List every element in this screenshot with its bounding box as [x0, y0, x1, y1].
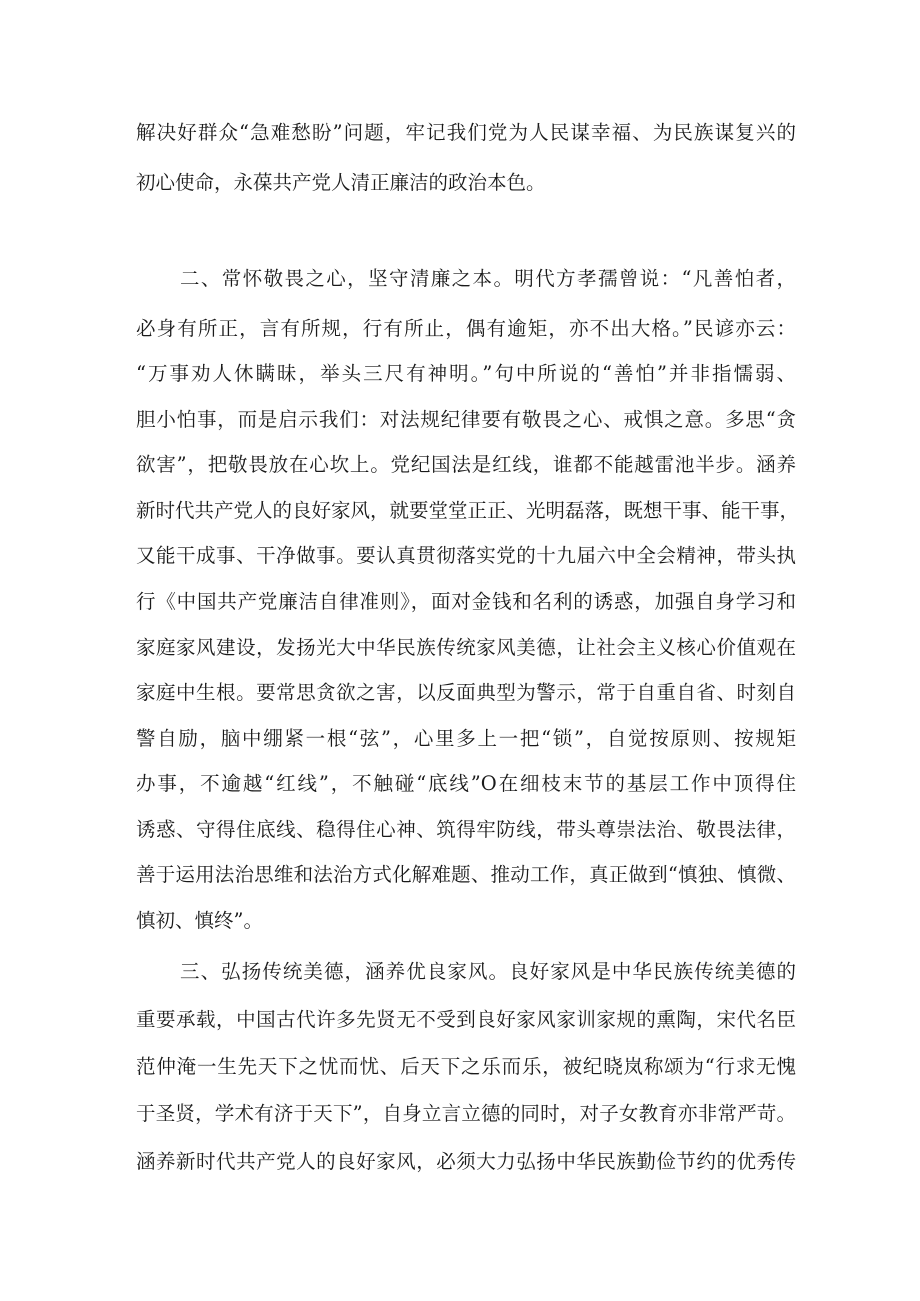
- text-line: 重要承载，中国古代许多先贤无不受到良好家风家训家规的熏陶，宋代名臣: [136, 1008, 796, 1031]
- text-line: 家庭家风建设，发扬光大中华民族传统家风美德，让社会主义核心价值观在: [136, 636, 796, 659]
- text-line: 初心使命，永葆共产党人清正廉洁的政治本色。: [136, 171, 546, 194]
- text-line: 警自励，脑中绷紧一根“弦”，心里多上一把“锁”，自觉按原则、按规矩: [136, 727, 796, 750]
- text-line: 二、常怀敬畏之心，坚守清廉之本。明代方孝孺曾说：“凡善怕者，: [180, 267, 796, 290]
- text-line: 行《中国共产党廉洁自律准则》，面对金钱和名利的诱惑，加强自身学习和: [136, 590, 796, 613]
- text-line: 必身有所正，言有所规，行有所止，偶有逾矩，亦不出大格。”民谚亦云：: [136, 317, 796, 340]
- text-line: 欲害”，把敬畏放在心坎上。党纪国法是红线，谁都不能越雷池半步。涵养: [136, 453, 796, 476]
- text-line: 诱惑、守得住底线、稳得住心神、筑得牢防线，带头尊崇法治、敬畏法律，: [136, 818, 796, 841]
- text-line: 慎初、慎终”。: [136, 909, 263, 932]
- text-line: 家庭中生根。要常思贪欲之害，以反面典型为警示，常于自重自省、时刻自: [136, 681, 796, 704]
- text-line: “万事劝人休瞒昧，举头三尺有神明。”句中所说的“善怕”并非指懦弱、: [136, 362, 796, 385]
- text-line: 胆小怕事，而是启示我们：对法规纪律要有敬畏之心、戒惧之意。多思“贪: [136, 408, 796, 431]
- text-line: 又能干成事、干净做事。要认真贯彻落实党的十九届六中全会精神，带头执: [136, 544, 796, 567]
- text-line: 涵养新时代共产党人的良好家风，必须大力弘扬中华民族勤俭节约的优秀传: [136, 1150, 796, 1173]
- text-line: 新时代共产党人的良好家风，就要堂堂正正、光明磊落，既想干事、能干事，: [136, 499, 800, 522]
- text-line: 三、弘扬传统美德，涵养优良家风。良好家风是中华民族传统美德的: [180, 960, 796, 983]
- text-line: 办事，不逾越“红线”，不触碰“底线”O在细枝末节的基层工作中顶得住: [136, 772, 796, 795]
- text-line: 于圣贤，学术有济于天下”，自身立言立德的同时，对子女教育亦非常严苛。: [136, 1102, 796, 1125]
- text-line: 善于运用法治思维和法治方式化解难题、推动工作，真正做到“慎独、慎微、: [136, 863, 796, 886]
- text-line: 范仲淹一生先天下之忧而忧、后天下之乐而乐，被纪晓岚称颂为“行求无愧: [136, 1055, 796, 1078]
- text-line: 解决好群众“急难愁盼”问题，牢记我们党为人民谋幸福、为民族谋复兴的: [136, 121, 796, 144]
